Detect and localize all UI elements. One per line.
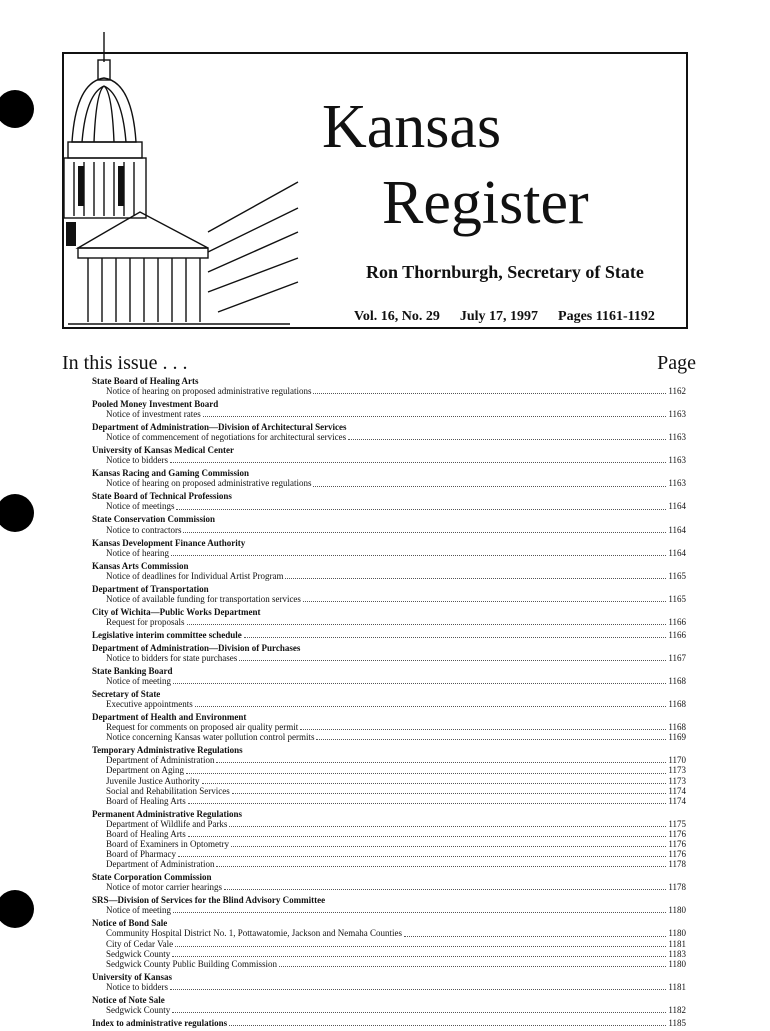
toc-page-number: 1168 (668, 699, 686, 710)
toc-page-number: 1175 (668, 818, 686, 829)
toc-entry-row (92, 959, 686, 969)
toc-entry-row (92, 765, 686, 775)
punch-hole-bottom (0, 890, 34, 928)
secretary-of-state: Ron Thornburgh, Secretary of State (366, 262, 644, 282)
masthead-box (62, 52, 688, 329)
toc-entry-text: Notice to bidders (106, 981, 168, 992)
toc-entry-text: Community Hospital District No. 1, Pottawatomie, Jackson and Nemaha Counties (106, 928, 402, 939)
toc-entry-text: Notice of motor carrier hearings (106, 882, 222, 893)
toc-entry-text: Notice to bidders for state purchases (106, 652, 238, 663)
toc-dot-leader (404, 935, 666, 937)
toc-entry-text: Notice of hearing on proposed administrative regulations (106, 478, 312, 489)
toc-entry-text: Notice of meeting (106, 905, 171, 916)
toc-page-number: 1168 (668, 722, 686, 733)
toc-entry-text: Request for proposals (106, 616, 185, 627)
toc-page-number: 1166 (668, 616, 686, 627)
issue-date: July 17, 1997 (459, 309, 539, 324)
toc-page-number: 1162 (668, 386, 686, 397)
toc-entry-text: Notice to bidders (106, 455, 168, 466)
toc-section-title: Notice of Bond Sale (92, 918, 168, 929)
toc-dot-leader (313, 392, 666, 394)
toc-entry-row (92, 571, 686, 581)
toc-page-number: 1164 (668, 501, 686, 512)
toc-entry-text: Notice to contractors (106, 524, 182, 535)
toc-page-number: 1178 (668, 882, 686, 893)
toc-entry-row (92, 905, 686, 915)
toc-dot-leader (172, 1011, 666, 1013)
page-range: Pages 1161-1192 (558, 309, 655, 324)
toc-dot-leader (224, 888, 666, 890)
toc-entry-text: Department of Administration (106, 755, 215, 766)
toc-page-number: 1174 (668, 795, 686, 806)
toc-entry-row (92, 849, 686, 859)
toc-section-title: Kansas Racing and Gaming Commission (92, 468, 250, 479)
page-column-heading: Page (657, 352, 696, 374)
toc-dot-leader (195, 705, 666, 707)
toc-page-number: 1163 (668, 478, 686, 489)
toc-entry-row (92, 617, 686, 627)
toc-section-title: Department of Health and Environment (92, 712, 247, 723)
toc-section-title: State Conservation Commission (92, 514, 215, 525)
toc-dot-leader (216, 865, 666, 867)
toc-entry-row (92, 755, 686, 765)
toc-section-title: Temporary Administrative Regulations (92, 745, 243, 756)
toc-entry-row (92, 501, 686, 511)
toc-entry-text: Notice of investment rates (106, 409, 201, 420)
toc-entry-row (92, 699, 686, 709)
toc-page-number: 1163 (668, 455, 686, 466)
toc-entry-text: Juvenile Justice Authority (106, 775, 200, 786)
toc-dot-leader (202, 782, 667, 784)
toc-page-number: 1163 (668, 409, 686, 420)
toc-page-number: 1164 (668, 524, 686, 535)
toc-entry-text: Request for comments on proposed air quality permit (106, 722, 299, 733)
toc-entry-text: Department of Wildlife and Parks (106, 818, 228, 829)
toc-section-title: State Corporation Commission (92, 872, 212, 883)
toc-dot-leader (303, 600, 666, 602)
toc-page-number: 1174 (668, 785, 686, 796)
toc-entry-text: Department of Administration (106, 859, 215, 870)
toc-entry-text: Board of Pharmacy (106, 849, 176, 860)
toc-page-number: 1164 (668, 547, 686, 558)
toc-section-title: Department of Administration—Division of Architectural Services (92, 422, 347, 433)
toc-dot-leader (183, 531, 666, 533)
toc-page-number: 1165 (668, 593, 686, 604)
toc-section-title: Kansas Arts Commission (92, 560, 189, 571)
toc-section-title: State Board of Technical Professions (92, 491, 232, 502)
toc-spacer (92, 1028, 686, 1031)
toc-entry-row (92, 653, 686, 663)
toc-section-title: Pooled Money Investment Board (92, 399, 219, 410)
volume-line (354, 309, 680, 325)
toc-entry-text: Notice of deadlines for Individual Artist Program (106, 570, 284, 581)
toc-entry-row (92, 732, 686, 742)
in-this-issue-heading: In this issue . . . (62, 352, 188, 374)
toc-dot-leader (216, 761, 666, 763)
toc-dot-leader (187, 623, 667, 625)
toc-entry-row (92, 982, 686, 992)
capitol-dome-illustration (58, 32, 304, 332)
toc-entry-row (92, 928, 686, 938)
toc-entry-row (92, 839, 686, 849)
toc-dot-leader (171, 554, 666, 556)
toc-dot-leader (173, 911, 666, 913)
toc-entry-row (92, 949, 686, 959)
toc-entry-row (92, 882, 686, 892)
toc-dot-leader (316, 738, 666, 740)
toc-page-number: 1176 (668, 838, 686, 849)
toc-entry-row (92, 386, 686, 396)
toc-entry-text: Notice of commencement of negotiations for architectural services (106, 432, 347, 443)
toc-entry-text: Sedgwick County Public Building Commission (106, 958, 278, 969)
toc-entry-row (92, 859, 686, 869)
title-kansas: Kansas (322, 93, 502, 161)
toc-page-number: 1180 (668, 958, 686, 969)
toc-entry-row (92, 432, 686, 442)
toc-section-title: Department of Administration—Division of Purchases (92, 642, 301, 653)
toc-entry-text: Social and Rehabilitation Services (106, 785, 230, 796)
toc-entry-row (92, 829, 686, 839)
toc-section-row (92, 1018, 686, 1028)
toc-section-title: City of Wichita—Public Works Department (92, 606, 261, 617)
toc-page-number: 1183 (668, 948, 686, 959)
toc-page-number: 1163 (668, 432, 686, 443)
toc-entry-text: Board of Examiners in Optometry (106, 838, 229, 849)
toc-entry-row (92, 776, 686, 786)
toc-entry-text: City of Cedar Vale (106, 938, 174, 949)
toc-entry-row (92, 409, 686, 419)
toc-section-title: Legislative interim committee schedule (92, 629, 242, 640)
toc-section-title: State Board of Healing Arts (92, 376, 199, 386)
toc-dot-leader (313, 485, 666, 487)
toc-dot-leader (232, 792, 666, 794)
toc-entry-text: Board of Healing Arts (106, 828, 186, 839)
toc-dot-leader (188, 802, 666, 804)
toc-entry-row (92, 548, 686, 558)
toc-entry-text: Notice of meetings (106, 501, 175, 512)
toc-dot-leader (170, 461, 666, 463)
toc-entry-text: Executive appointments (106, 699, 193, 710)
toc-entry-text: Department on Aging (106, 765, 184, 776)
toc-entry-row (92, 455, 686, 465)
toc-dot-leader (279, 965, 666, 967)
toc-page-number: 1180 (668, 905, 686, 916)
toc-entry-row (92, 676, 686, 686)
toc-dot-leader (188, 835, 666, 837)
toc-section-title: State Banking Board (92, 665, 173, 676)
toc-page-number: 1167 (668, 652, 686, 663)
toc-section-title: SRS—Division of Services for the Blind Advisory Committee (92, 895, 326, 906)
toc-section-row (92, 630, 686, 640)
toc-entry-row (92, 594, 686, 604)
toc-section-title: Index to administrative regulations (92, 1017, 228, 1028)
toc-page-number: 1170 (668, 755, 686, 766)
toc-page-number: 1168 (668, 676, 686, 687)
toc-entry-row (92, 796, 686, 806)
toc-entry-text: Board of Healing Arts (106, 795, 186, 806)
toc-entry-text: Notice of meeting (106, 676, 171, 687)
toc-dot-leader (176, 508, 666, 510)
punch-hole-top (0, 90, 34, 128)
toc-page-number: 1173 (668, 775, 686, 786)
toc-dot-leader (203, 415, 666, 417)
toc-dot-leader (172, 955, 666, 957)
toc-section-title: Permanent Administrative Regulations (92, 808, 242, 819)
toc-page-number: 1169 (668, 732, 686, 743)
toc-page-number: 1178 (668, 859, 686, 870)
toc-section-title: University of Kansas Medical Center (92, 445, 234, 456)
toc-entry-text: Sedgwick County (106, 1004, 171, 1015)
volume-number: Vol. 16, No. 29 (354, 309, 440, 324)
toc-page-number: 1181 (668, 938, 686, 949)
toc-entry-row (92, 819, 686, 829)
toc-page-number: 1176 (668, 849, 686, 860)
toc-dot-leader (173, 682, 666, 684)
toc-entry-row (92, 722, 686, 732)
toc-page-number: 1166 (668, 629, 686, 640)
toc-dot-leader (239, 659, 666, 661)
toc-section-title: University of Kansas (92, 971, 173, 982)
toc-entry-text: Sedgwick County (106, 948, 171, 959)
toc-entry-text: Notice concerning Kansas water pollution control permits (106, 732, 315, 743)
toc-dot-leader (229, 1024, 666, 1026)
punch-hole-middle (0, 494, 34, 532)
toc-entry-text: Notice of hearing on proposed administrative regulations (106, 386, 312, 397)
toc-dot-leader (229, 825, 666, 827)
toc-section-title: Notice of Note Sale (92, 994, 165, 1005)
toc-dot-leader (175, 945, 666, 947)
toc-entry-row (92, 786, 686, 796)
toc-entry-row (92, 1005, 686, 1015)
toc-dot-leader (231, 845, 666, 847)
toc-dot-leader (300, 728, 666, 730)
table-of-contents (92, 376, 686, 1031)
toc-dot-leader (178, 855, 666, 857)
toc-page-number: 1176 (668, 828, 686, 839)
title-register: Register (382, 169, 589, 237)
toc-page-number: 1182 (668, 1004, 686, 1015)
toc-dot-leader (285, 577, 666, 579)
toc-section-title: Secretary of State (92, 689, 161, 699)
toc-dot-leader (348, 438, 666, 440)
toc-entry-row (92, 939, 686, 949)
toc-dot-leader (244, 636, 666, 638)
toc-dot-leader (170, 988, 666, 990)
toc-entry-row (92, 478, 686, 488)
toc-page-number: 1185 (668, 1017, 686, 1028)
toc-page-number: 1165 (668, 570, 686, 581)
toc-section-title: Department of Transportation (92, 583, 209, 594)
toc-entry-row (92, 525, 686, 535)
toc-entry-text: Notice of hearing (106, 547, 169, 558)
toc-dot-leader (186, 772, 666, 774)
toc-page-number: 1180 (668, 928, 686, 939)
toc-section-title: Kansas Development Finance Authority (92, 537, 246, 548)
toc-page-number: 1181 (668, 981, 686, 992)
toc-entry-text: Notice of available funding for transportation services (106, 593, 301, 604)
toc-page-number: 1173 (668, 765, 686, 776)
